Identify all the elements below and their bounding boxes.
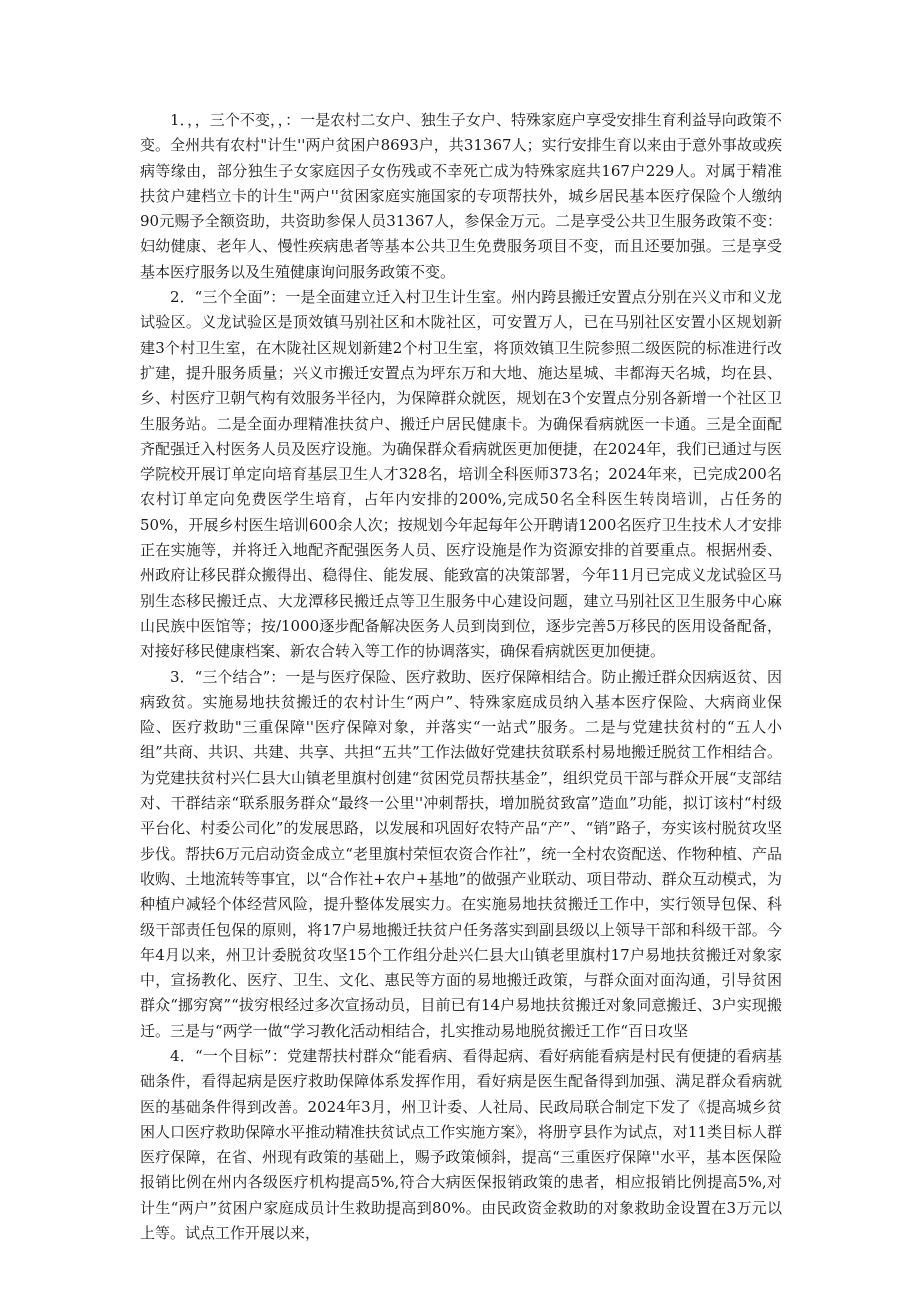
paragraph-one-goal: 4．“一个目标”：党建帮扶村群众“能看病、看得起病、看好病能看病是村民有便捷的看病基础条件，看得起病是医疗救助保障体系发挥作用，看好病是医生配备得到加强、满足群众看病就医的基础条件得到改善。2024年3月，州卫计委、人社局、民政局联合制定下发了《提高城乡贫困人口医疗救助保障水平推动精准扶贫试点工作实施方案》，将册亨县作为试点，对11类目标人群医疗保障，在省、州现有政策的基础上，赐予政策倾斜，提高“三重医疗保障''水平，基本医保险报销比例在州内各级医疗机构提高5%,符合大病医保报销政策的患者，相应报销比例提高5%,对计生“两户”贫困户家庭成员计生救助提高到80%。由民政资金救助的对象救助金设置在3万元以上等。试点工作开展以来，: [140, 1046, 782, 1243]
paragraph-three-comprehensive: 2．“三个全面”：一是全面建立迁入村卫生计生室。州内跨县搬迁安置点分别在兴义市和义龙试验区。义龙试验区是顶效镇马别社区和木陇社区，可安置万人，已在马别社区安置小区规划新建3个村卫生室，在木陇社区规划新建2个村卫生室，将顶效镇卫生院参照二级医院的标准进行改扩建，提升服务质量；兴义市搬迁安置点为坪东万和大地、施达星城、丰都海天名城，均在县、乡、村医疗卫朝气构有效服务半径内，为保障群众就医，规划在3个安置点分别各新增一个社区卫生服务站。二是全面办理精准扶贫户、搬迁户居民健康卡。为确保看病就医一卡通。三是全面配齐配强迁入村医务人员及医疗设施。为确保群众看病就医更加便捷，在2024年，我们已通过与医学院校开展订单定向培育基层卫生人才328名，培训全科医师373名；2024年来，已完成200名农村订单定向免费医学生培育，占年内安排的200%,完成50名全科医生转岗培训，占任务的50%，开展乡村医生培训600余人次；按规划今年起每年公开聘请1200名医疗卫生技术人才安排正在实施等，并将迁入地配齐配强医务人员、医疗设施是作为资源安排的首要重点。根据州委、州政府让移民群众搬得出、稳得住、能发展、能致富的决策部署，今年11月已完成义龙试验区马别生态移民搬迁点、大龙潭移民搬迁点等卫生服务中心建设问题，建立马别社区卫生服务中心麻山民族中医馆等；按/1000逐步配备解决医务人员到岗到位，逐步完善5万移民的医用设备配备，对接好移民健康档案、新农合转入等工作的协调落实，确保看病就医更加便捷。: [140, 288, 782, 661]
paragraph-three-combinations: 3．“三个结合”：一是与医疗保险、医疗救助、医疗保障相结合。防止搬迁群众因病返贫、因病致贫。实施易地扶贫搬迁的农村计生“两户”、特殊家庭成员纳入基本医疗保险、大病商业保险、医疗救助"三重保障''医疗保障对象，并落实“一站式”服务。二是与党建扶贫村的“五人小组”共商、共识、共建、共享、共担“五共”工作法做好党建扶贫联系村易地搬迁脱贫工作相结合。为党建扶贫村兴仁县大山镇老里旗村创建“贫困党员帮扶基金”，组织党员干部与群众开展“支部结对、干群结亲“联系服务群众“最终一公里''冲刺帮扶，增加脱贫致富”造血”功能，拟订该村“村级平台化、村委公司化”的发展思路，以发展和巩固好农特产品“产”、“销”路子，夯实该村脱贫攻坚步伐。帮扶6万元启动资金成立“老里旗村荣恒农资合作社”，统一全村农资配送、作物种植、产品收购、土地流转等事宜，以“合作社+农户+基地”的做强产业联动、项目带动、群众互动模式，为种植户减轻个体经营风险，提升整体发展实力。在实施易地扶贫搬迁工作中，实行领导包保、科级干部责任包保的原则，将17户易地搬迁扶贫户任务落实到副县级以上领导干部和科级干部。今年4月以来，州卫计委脱贫攻坚15个工作组分赴兴仁县大山镇老里旗村17户易地扶贫搬迁对象家中，宣扬教化、医疗、卫生、文化、惠民等方面的易地搬迁政策，与群众面对面沟通，引导贫困群众“挪穷窝”“拔穷根经过多次宣扬动员，目前已有14户易地扶贫搬迁对象同意搬迁、3户实现搬迁。三是与“两学一做“学习教化活动相结合，扎实推动易地脱贫搬迁工作“百日攻坚: [140, 667, 782, 1040]
document-body: [140, 108, 782, 1246]
paragraph-three-unchanged: 1．，，三个不变，，：一是农村二女户、独生子女户、特殊家庭户享受安排生育利益导向政策不变。全州共有农村"计生''两户贫困户8693户，共31367人；实行安排生育以来由于意外事故或疾病等缘由，部分独生子女家庭因子女伤残或不幸死亡成为特殊家庭共167户229人。对属于精准扶贫户建档立卡的计生"两户''贫困家庭实施国家的专项帮扶外，城乡居民基本医疗保险个人缴纳90元赐予全额资助，共资助参保人员31367人，参保金万元。二是享受公共卫生服务政策不变：妇幼健康、老年人、慢性疾病患者等基本公共卫生免费服务项目不变，而且还要加强。三是享受基本医疗服务以及生殖健康询问服务政策不变。: [140, 111, 782, 281]
